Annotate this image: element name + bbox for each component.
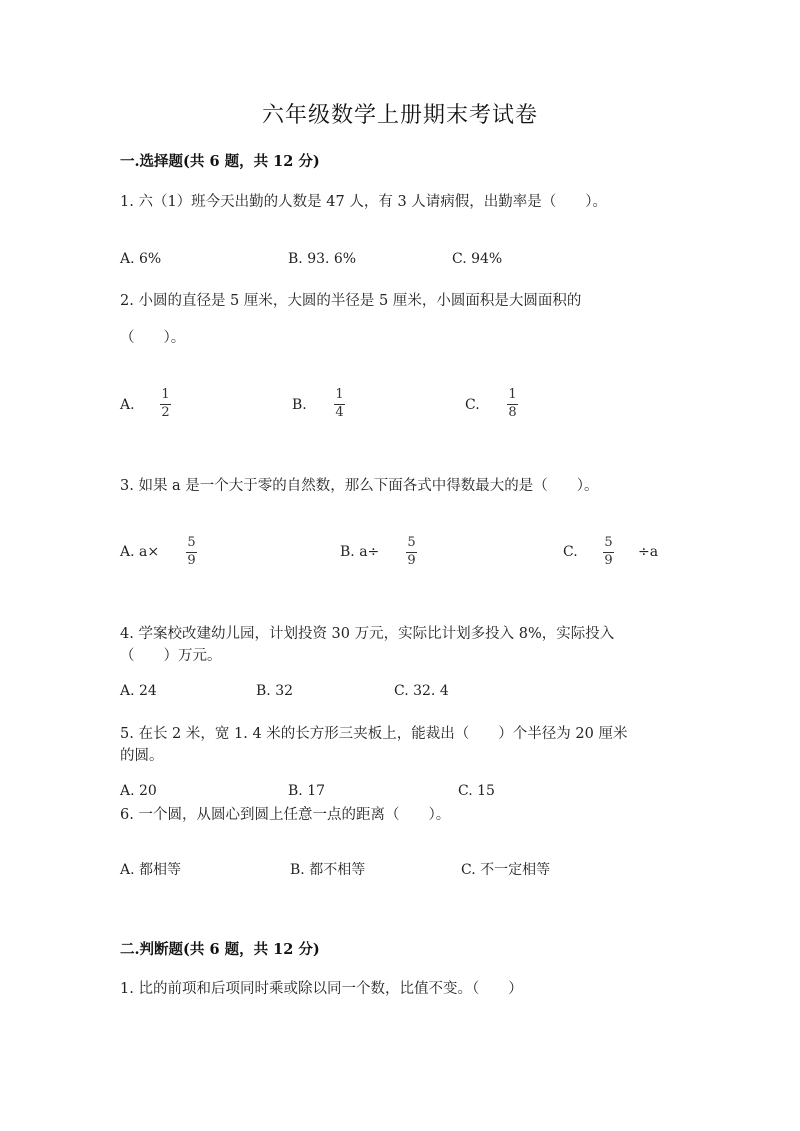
fraction-denominator: 8 xyxy=(508,405,517,420)
fraction-numerator: 5 xyxy=(604,535,613,550)
question-1-option-b[interactable]: B. 93. 6% xyxy=(288,251,357,267)
fraction-denominator: 9 xyxy=(187,553,196,568)
question-4-stem-continued: （ ）万元。 xyxy=(120,648,222,664)
fraction xyxy=(160,388,171,420)
fraction xyxy=(507,388,518,420)
section-2-heading: 二.判断题(共 6 题，共 12 分) xyxy=(120,941,320,958)
question-1-stem: 1. 六（1）班今天出勤的人数是 47 人，有 3 人请病假，出勤率是（ ）。 xyxy=(120,194,608,210)
fraction-denominator: 4 xyxy=(335,405,344,420)
fraction-numerator: 5 xyxy=(407,535,416,550)
fraction-denominator: 2 xyxy=(161,405,170,420)
section-1-heading: 一.选择题(共 6 题，共 12 分) xyxy=(120,153,320,170)
fraction xyxy=(406,536,417,568)
question-1-option-c[interactable]: C. 94% xyxy=(452,251,503,267)
option-label: C. xyxy=(563,544,578,560)
question-5-option-b[interactable]: B. 17 xyxy=(288,783,326,799)
question-5-option-a[interactable]: A. 20 xyxy=(120,783,157,799)
question-2-stem-continued: （ ）。 xyxy=(120,330,186,346)
judgment-question-1-stem: 1. 比的前项和后项同时乘或除以同一个数，比值不变。（ ） xyxy=(120,981,523,997)
question-6-stem: 6. 一个圆，从圆心到圆上任意一点的距离（ ）。 xyxy=(120,807,451,823)
question-3-stem: 3. 如果 a 是一个大于零的自然数，那么下面各式中得数最大的是（ ）。 xyxy=(120,478,599,494)
question-1-option-a[interactable]: A. 6% xyxy=(120,251,162,267)
page-title: 六年级数学上册期末考试卷 xyxy=(261,103,538,128)
fraction-denominator: 9 xyxy=(407,553,416,568)
question-6-option-c[interactable]: C. 不一定相等 xyxy=(461,862,551,878)
option-label: C. xyxy=(465,397,480,413)
fraction-numerator: 1 xyxy=(335,387,344,402)
fraction-numerator: 5 xyxy=(187,535,196,550)
question-4-option-a[interactable]: A. 24 xyxy=(120,683,157,699)
question-5-stem: 5. 在长 2 米，宽 1. 4 米的长方形三夹板上，能裁出（ ）个半径为 20 厘米 xyxy=(120,726,628,742)
option-label: A. a× xyxy=(120,544,160,560)
option-suffix: ÷a xyxy=(638,544,659,560)
question-4-option-c[interactable]: C. 32. 4 xyxy=(394,683,449,699)
fraction-denominator: 9 xyxy=(604,553,613,568)
fraction xyxy=(603,536,614,568)
fraction xyxy=(186,536,197,568)
question-5-option-c[interactable]: C. 15 xyxy=(458,783,495,799)
option-label: B. xyxy=(292,397,307,413)
option-label: A. xyxy=(120,397,135,413)
option-label: B. a÷ xyxy=(340,544,380,560)
question-5-stem-continued: 的圆。 xyxy=(120,748,164,764)
question-6-option-b[interactable]: B. 都不相等 xyxy=(290,862,366,878)
question-2-stem: 2. 小圆的直径是 5 厘米，大圆的半径是 5 厘米，小圆面积是大圆面积的 xyxy=(120,293,582,309)
question-4-stem: 4. 学案校改建幼儿园，计划投资 30 万元，实际比计划多投入 8%，实际投入 xyxy=(120,626,615,642)
question-4-option-b[interactable]: B. 32 xyxy=(256,683,294,699)
fraction xyxy=(334,388,345,420)
fraction-numerator: 1 xyxy=(508,387,517,402)
fraction-numerator: 1 xyxy=(161,387,170,402)
question-6-option-a[interactable]: A. 都相等 xyxy=(120,862,182,878)
